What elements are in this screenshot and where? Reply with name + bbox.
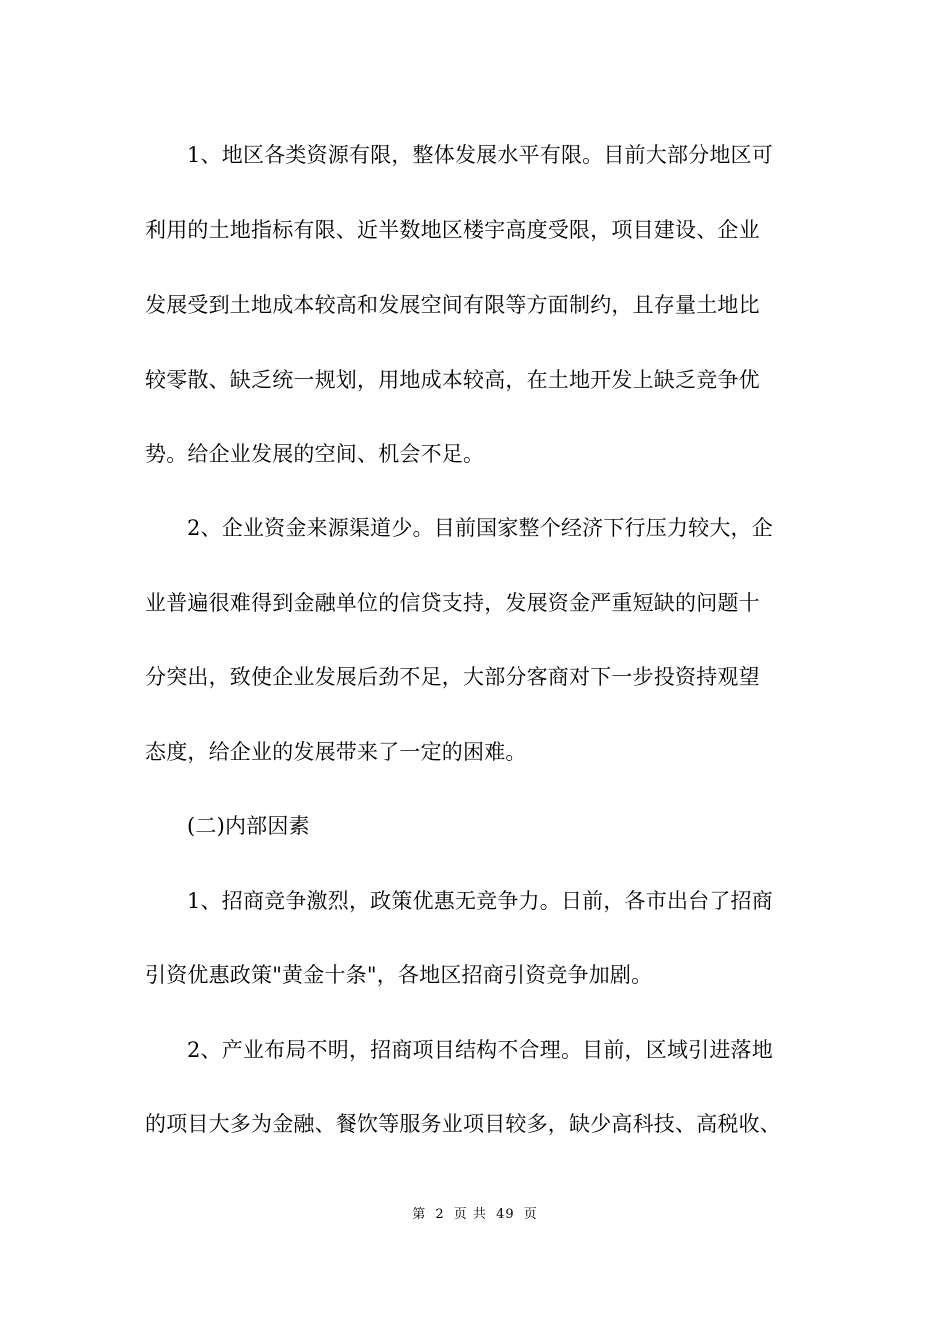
- text-line: 引资优惠政策"黄金十条"，各地区招商引资竞争加剧。: [145, 963, 653, 987]
- text-line: 态度，给企业的发展带来了一定的困难。: [145, 740, 527, 764]
- text-line: 2、企业资金来源渠道少。目前国家整个经济下行压力较大，企: [187, 516, 773, 540]
- text-line: 1、招商竞争激烈，政策优惠无竞争力。日前，各市出台了招商: [187, 889, 773, 913]
- page-footer: [0, 1205, 950, 1225]
- text-line: 分突出，致使企业发展后劲不足，大部分客商对下一步投资持观望: [145, 665, 760, 689]
- footer-suffix: 页: [523, 1207, 538, 1222]
- footer-total-pages: 49: [496, 1207, 515, 1222]
- text-line: 发展受到土地成本较高和发展空间有限等方面制约，且存量土地比: [145, 293, 760, 317]
- text-line: 2、产业布局不明，招商项目结构不合理。目前，区域引进落地: [187, 1038, 773, 1062]
- text-line: 业普遍很难得到金融单位的信贷支持，发展资金严重短缺的问题十: [145, 591, 760, 615]
- text-line: 利用的土地指标有限、近半数地区楼宇高度受限，项目建设、企业: [145, 218, 760, 242]
- text-line: 较零散、缺乏统一规划，用地成本较高，在土地开发上缺乏竞争优: [145, 368, 760, 392]
- section-heading: (二)内部因素: [187, 814, 310, 838]
- footer-prefix: 第: [412, 1207, 427, 1222]
- footer-middle: 页 共: [453, 1207, 487, 1222]
- text-line: 的项目大多为金融、餐饮等服务业项目较多，缺少高科技、高税收、: [145, 1112, 781, 1136]
- text-line: 1、地区各类资源有限，整体发展水平有限。目前大部分地区可: [187, 143, 773, 167]
- footer-page-number: 2: [435, 1207, 445, 1222]
- text-line: 势。给企业发展的空间、机会不足。: [145, 442, 485, 466]
